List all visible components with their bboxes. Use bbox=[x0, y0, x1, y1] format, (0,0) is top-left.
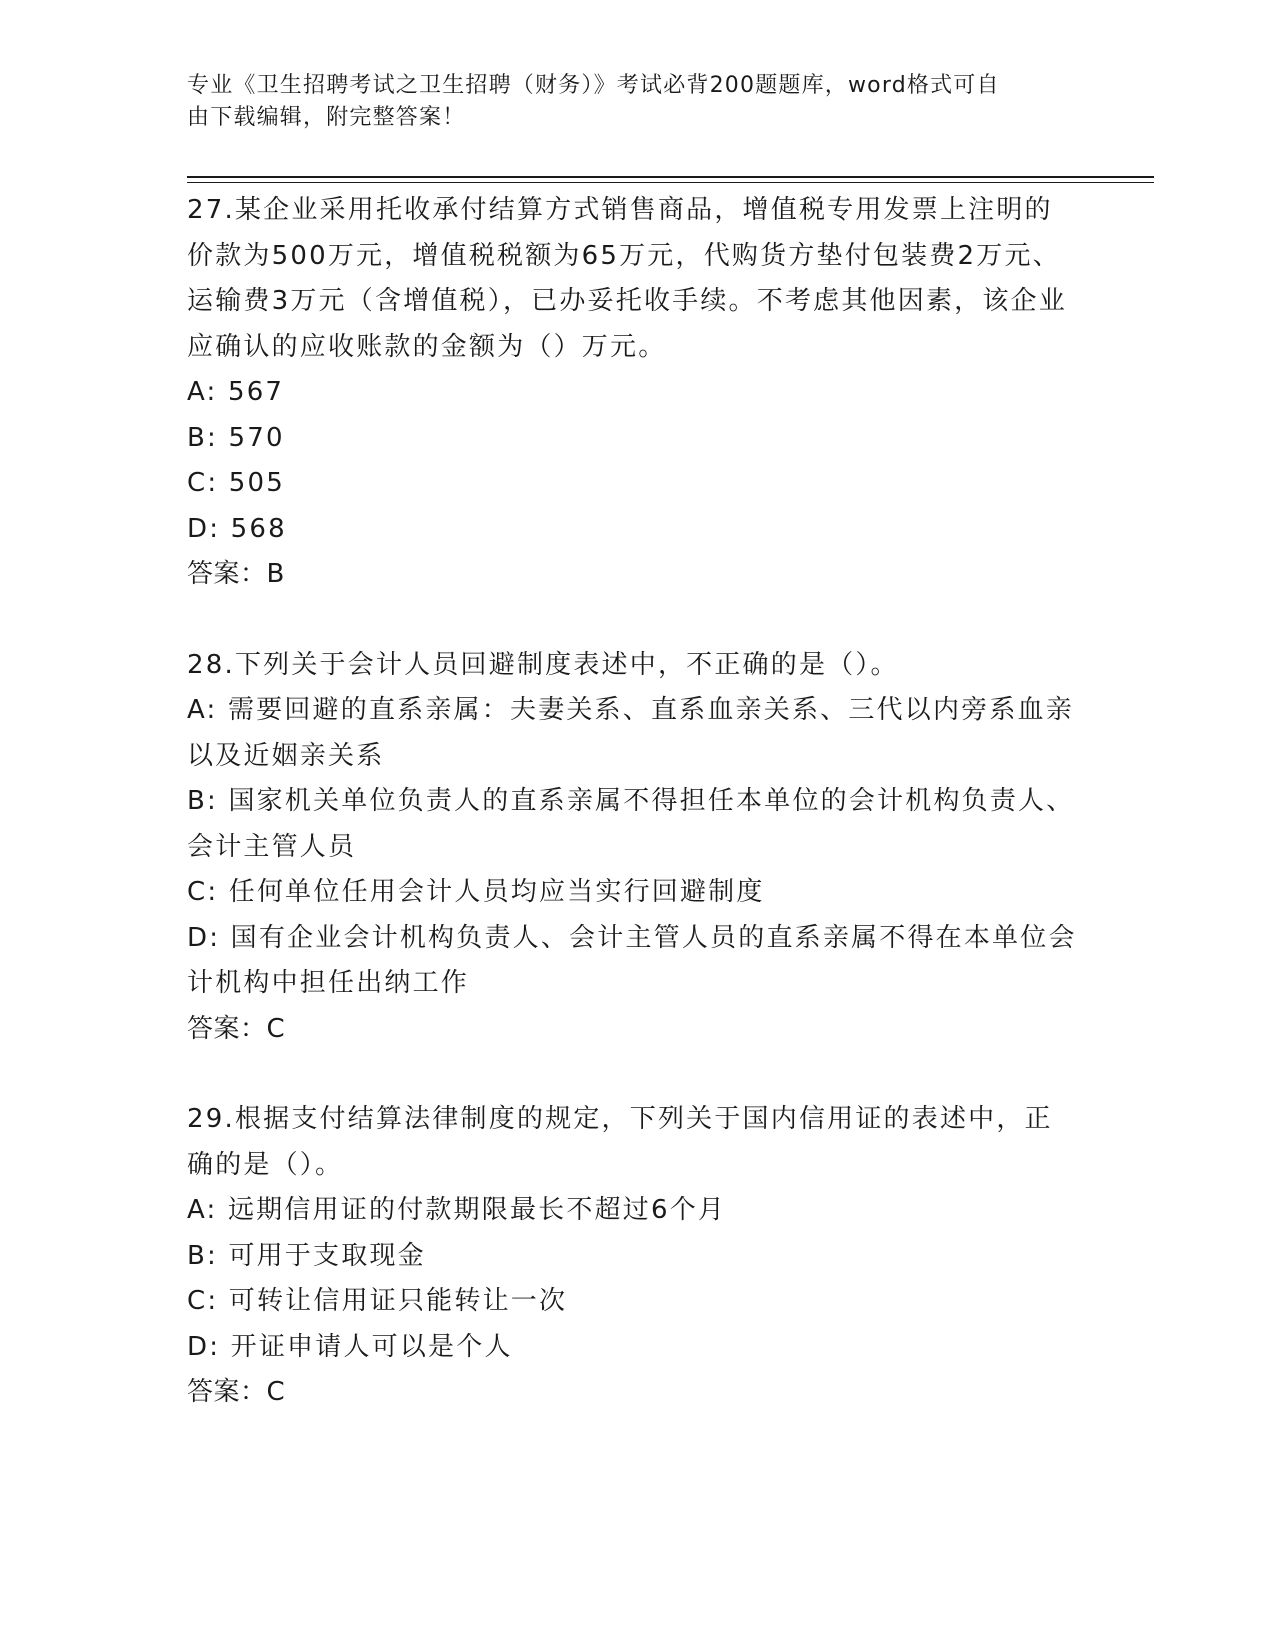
question-28 bbox=[187, 643, 1077, 1053]
header-divider-thick bbox=[187, 176, 1154, 178]
option-a: A: 567 bbox=[187, 377, 285, 407]
option-b: B: 570 bbox=[187, 422, 285, 453]
question-stem: 28.下列关于会计人员回避制度表述中，不正确的是（）。 bbox=[187, 649, 899, 680]
answer: 答案：C bbox=[187, 1013, 286, 1044]
answer: 答案：C bbox=[187, 1377, 286, 1407]
document-header: 专业《卫生招聘考试之卫生招聘（财务）》考试必背200题题库，word格式可自 由下载编辑，附完整答案！ bbox=[187, 73, 1000, 130]
question-spacer bbox=[187, 598, 1077, 643]
question-stem: 27.某企业采用托收承付结算方式销售商品，增值税专用发票上注明的价款为500万元，增值税税额为65万元，代购货方垫付包装费2万元、运输费3万元（含增值税），已办妥托收手续。不考虑其他因素，该企业应确认的应收账款的金额为（）万元。 bbox=[187, 195, 1067, 362]
option-c: C: 任何单位任用会计人员均应当实行回避制度 bbox=[187, 877, 765, 907]
option-c: C: 505 bbox=[187, 468, 286, 498]
answer: 答案：B bbox=[187, 559, 285, 589]
option-a: A: 远期信用证的付款期限最长不超过6个月 bbox=[187, 1195, 727, 1225]
option-d: D: 国有企业会计机构负责人、会计主管人员的直系亲属不得在本单位会计机构中担任出纳工作 bbox=[187, 922, 1077, 998]
option-c: C: 可转让信用证只能转让一次 bbox=[187, 1286, 568, 1316]
option-a: A: 需要回避的直系亲属：夫妻关系、直系血亲关系、三代以内旁系血亲以及近姻亲关系 bbox=[187, 695, 1074, 771]
question-stem: 29.根据支付结算法律制度的规定，下列关于国内信用证的表述中，正确的是（）。 bbox=[187, 1104, 1053, 1180]
question-27 bbox=[187, 188, 1077, 598]
option-d: D: 开证申请人可以是个人 bbox=[187, 1331, 513, 1362]
question-spacer bbox=[187, 1052, 1077, 1097]
option-b: B: 国家机关单位负责人的直系亲属不得担任本单位的会计机构负责人、会计主管人员 bbox=[187, 786, 1075, 862]
option-d: D: 568 bbox=[187, 513, 287, 544]
question-list bbox=[187, 188, 1077, 1416]
question-29 bbox=[187, 1097, 1077, 1416]
header-divider-thin bbox=[187, 182, 1154, 183]
option-b: B: 可用于支取现金 bbox=[187, 1240, 426, 1271]
